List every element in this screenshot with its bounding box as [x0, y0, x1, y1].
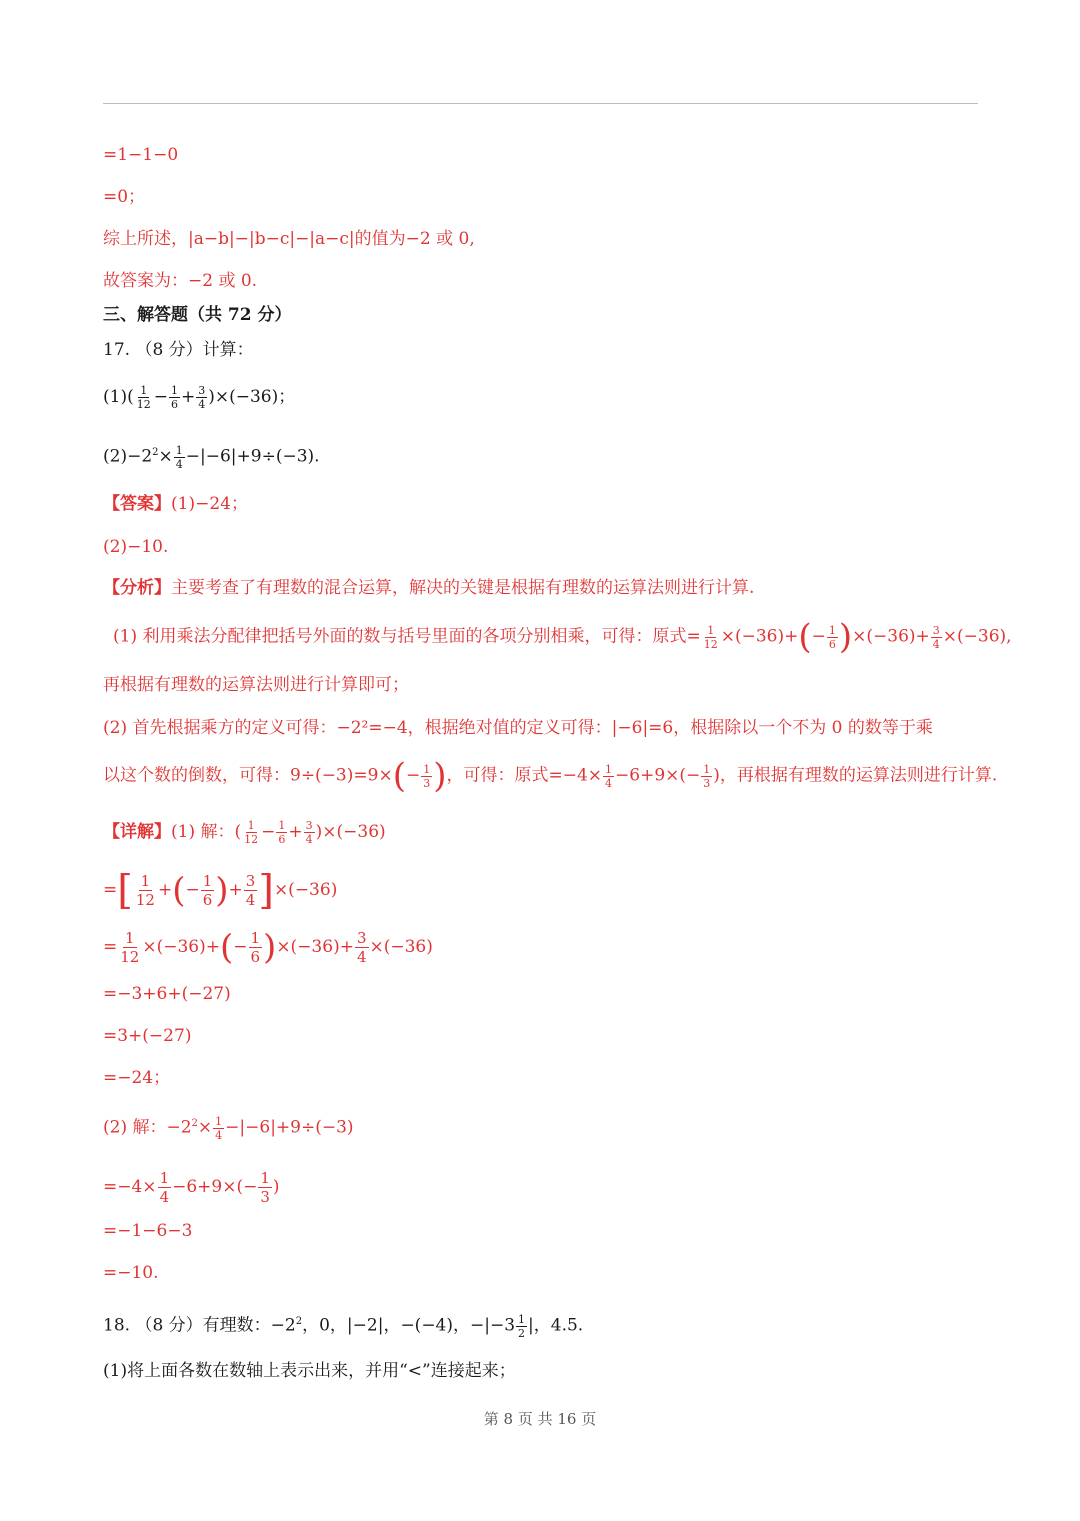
answer-line-1: 【答案】(1)−24；: [103, 494, 248, 514]
header-rule: [103, 103, 978, 104]
fraction: $\frac{1}{6}$: [170, 384, 178, 411]
q17-part2: $(2)-2^2\times$ $\frac{1}{4}$ −|−6|+9÷(−3).: [103, 443, 320, 471]
detail-step-4: =3+(−27): [103, 1026, 192, 1046]
fraction: $\frac{1}{3}$: [703, 762, 711, 790]
q18-part1: (1)将上面各数在数轴上表示出来，并用“<”连接起来；: [103, 1361, 516, 1381]
detail-step-5: =−24；: [103, 1068, 171, 1088]
analysis-line-2: 再根据有理数的运算法则进行计算即可；: [103, 675, 409, 695]
q17-part1: (1)( $\frac{1}{12}$ − $\frac{1}{6}$ + $\frac{3}{4}$ )×(−36)；: [103, 384, 296, 411]
analysis-line: 【分析】主要考查了有理数的混合运算，解决的关键是根据有理数的运算法则进行计算.: [103, 578, 755, 598]
fraction: $\frac{3}{4}$: [305, 819, 313, 846]
detail-part2-heading: (2) 解：$-2^2\times$ $\frac{1}{4}$ −|−6|+9÷(−3): [103, 1114, 354, 1142]
fraction: $\frac{3}{4}$: [356, 929, 367, 966]
fraction: $\frac{1}{6}$: [250, 929, 261, 966]
detail-step-1: =[ $\frac{1}{12}$ +(− $\frac{1}{6}$ )+ $\frac{3}{4}$ ]×(−36): [103, 867, 338, 914]
q17-title: 17. （8 分）计算：: [103, 340, 254, 360]
analysis-line-3: (2) 首先根据乘方的定义可得：−2²=−4，根据绝对值的定义可得：|−6|=6，根据除以一个不为 0 的数等于乘: [103, 718, 933, 738]
fraction: $\frac{1}{12}$: [136, 384, 151, 411]
fraction: $\frac{1}{4}$: [605, 762, 613, 790]
section-heading: 三、解答题（共 72 分）: [103, 305, 292, 325]
fraction: $\frac{3}{4}$: [245, 872, 256, 909]
fraction: $\frac{1}{2}$: [518, 1312, 526, 1340]
fraction: $\frac{1}{3}$: [423, 762, 431, 790]
fraction: $\frac{1}{4}$: [159, 1169, 170, 1206]
prev-line-1: =1−1−0: [103, 145, 179, 165]
prev-line-3: 综上所述，|a−b|−|b−c|−|a−c|的值为−2 或 0,: [103, 229, 475, 249]
answer-line-2: (2)−10.: [103, 537, 169, 557]
detail-part2-step-1: =−4× $\frac{1}{4}$ −6+9×(− $\frac{1}{3}$ ): [103, 1169, 280, 1206]
fraction: $\frac{1}{4}$: [175, 443, 183, 471]
fraction: $\frac{1}{6}$: [828, 623, 836, 651]
fraction: $\frac{1}{6}$: [278, 819, 286, 846]
fraction: $\frac{1}{12}$: [120, 929, 140, 966]
detail-part2-step-2: =−1−6−3: [103, 1221, 193, 1241]
fraction: $\frac{1}{3}$: [260, 1169, 270, 1206]
prev-line-2: =0；: [103, 187, 146, 207]
fraction: $\frac{3}{4}$: [932, 623, 940, 651]
fraction: $\frac{3}{4}$: [198, 384, 206, 411]
analysis-line-4: 以这个数的倒数，可得：9÷(−3)=9×(− $\frac{1}{3}$ )，可得：原式=−4× $\frac{1}{4}$ −6+9×(− $\frac{1}{3}$ )，再根据有理数的运算法则进行计算.: [103, 756, 998, 796]
fraction: $\frac{1}{6}$: [202, 872, 213, 909]
fraction: $\frac{1}{12}$: [244, 819, 259, 846]
fraction: $\frac{1}{12}$: [703, 623, 718, 651]
page-footer: 第 8 页 共 16 页: [483, 1410, 597, 1428]
detail-step-2: = $\frac{1}{12}$ ×(−36)+(− $\frac{1}{6}$ )×(−36)+ $\frac{3}{4}$ ×(−36): [103, 927, 433, 968]
detail-part2-step-3: =−10.: [103, 1263, 159, 1283]
detail-heading: 【详解】(1) 解：( $\frac{1}{12}$ − $\frac{1}{6}$ + $\frac{3}{4}$ )×(−36): [103, 819, 386, 846]
fraction: $\frac{1}{12}$: [135, 872, 155, 909]
detail-step-3: =−3+6+(−27): [103, 984, 231, 1004]
fraction: $\frac{1}{4}$: [215, 1114, 223, 1142]
analysis-step-1: (1) 利用乘法分配律把括号外面的数与括号里面的各项分别相乘，可得：原式= $\frac{1}{12}$ ×(−36)+(− $\frac{1}{6}$ )×(−36)+ $\frac{3}{4}$ ×(−36),: [113, 617, 1012, 657]
prev-line-4: 故答案为：−2 或 0.: [103, 271, 258, 291]
q18-title: 18. （8 分）有理数：$-2^2$，0，|−2|，−(−4)，−|−3 $\frac{1}{2}$ |，4.5.: [103, 1312, 584, 1340]
